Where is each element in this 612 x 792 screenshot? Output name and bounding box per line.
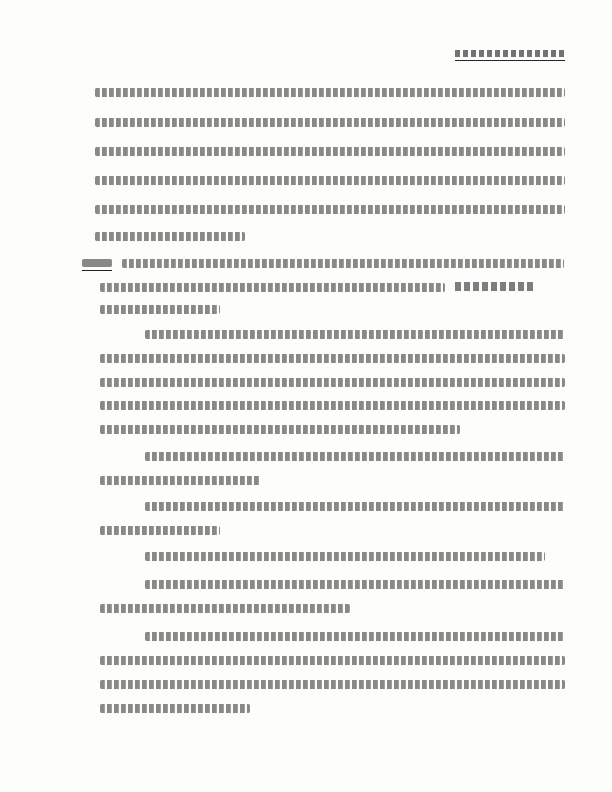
numbered-item-line — [145, 632, 565, 641]
running-head-text — [455, 50, 565, 57]
numbered-item-line — [145, 452, 565, 461]
intro-line — [95, 176, 565, 185]
numbered-item-line — [145, 580, 565, 589]
answer-line — [122, 259, 564, 268]
running-head — [455, 48, 565, 61]
answer-label-text — [82, 259, 112, 267]
numbered-item-line — [100, 378, 565, 387]
intro-line — [95, 232, 245, 241]
numbered-item-line — [145, 502, 565, 511]
numbered-item-line — [100, 704, 250, 713]
answer-label — [82, 256, 112, 271]
numbered-item-line — [100, 656, 565, 665]
intro-line — [95, 118, 565, 127]
numbered-item-line — [100, 354, 565, 363]
numbered-item-line — [145, 330, 565, 339]
intro-line — [95, 88, 565, 97]
numbered-item-line — [145, 552, 545, 561]
numbered-item-line — [100, 526, 220, 535]
intro-line — [95, 205, 565, 214]
numbered-item-line — [100, 476, 260, 485]
reference-number — [455, 282, 535, 292]
intro-line — [95, 147, 565, 156]
numbered-item-line — [100, 401, 565, 410]
numbered-item-line — [100, 680, 565, 689]
numbered-item-line — [100, 604, 350, 613]
answer-line — [100, 305, 220, 314]
numbered-item-line — [100, 425, 460, 434]
answer-line — [100, 283, 445, 292]
